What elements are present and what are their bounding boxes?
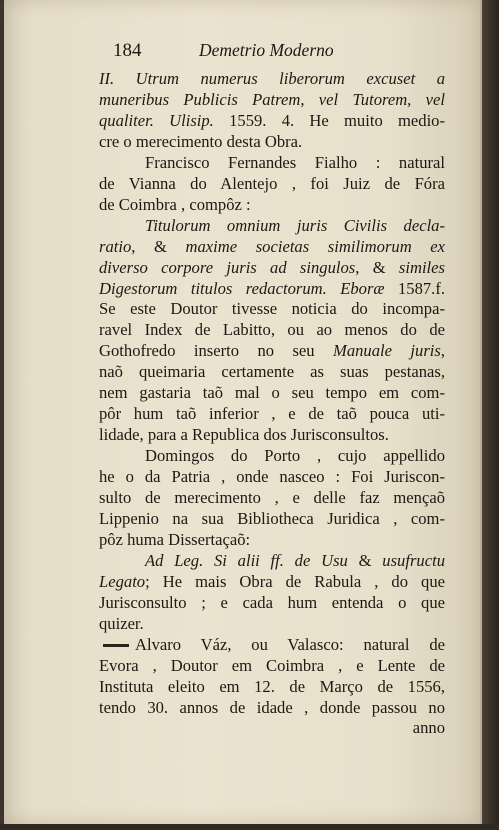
text-span: de Vianna do Alentejo , foi Juiz de Fóra	[99, 173, 445, 193]
page-edge	[482, 0, 499, 830]
text-span: de Coimbra , compôz :	[99, 194, 251, 214]
page-number: 184	[113, 40, 142, 61]
text-line	[99, 339, 445, 362]
text-line	[99, 88, 445, 111]
text-span: Gothofredo inserto no seu	[99, 341, 334, 361]
text-line	[145, 444, 445, 467]
text-line	[99, 297, 445, 320]
text-line	[99, 465, 445, 488]
text-span: sulto de merecimento , e delle faz mençaõ	[99, 488, 445, 507]
text-span: ravel Index de Labitto, ou ao menos do de	[99, 320, 445, 340]
text-line	[145, 549, 445, 572]
text-span: , &	[355, 257, 399, 277]
text-span: ,	[440, 341, 445, 361]
text-span: he o da Patria , onde nasceo : Foi Juriscon-	[99, 467, 445, 487]
text-span: 1587.f.	[384, 278, 445, 298]
text-span: Se este Doutor tivesse noticia do incompa-	[99, 299, 445, 319]
text-span: naõ queimaria certamente as suas pestanas,	[99, 362, 445, 382]
text-line	[99, 381, 445, 404]
text-line	[99, 402, 445, 425]
text-span: &	[347, 550, 383, 570]
text-line	[99, 507, 445, 530]
text-span: Titulorum omnium juris Civilis decla-	[145, 215, 445, 235]
text-span: tendo 30. annos de idade , donde passou no	[99, 697, 445, 717]
text-span: Evora , Doutor em Coimbra , e Lente de	[99, 655, 445, 675]
text-line	[99, 193, 445, 216]
text-span: lidade, para a Republica dos Jurisconsultos.	[99, 425, 389, 445]
text-span: similes	[398, 257, 445, 277]
text-span: maxime societas similimorum ex	[185, 236, 446, 256]
text-line	[99, 423, 445, 446]
text-line	[99, 256, 445, 279]
text-line	[99, 360, 445, 383]
text-span: ratio	[99, 236, 132, 256]
text-line	[99, 318, 445, 341]
text-line	[99, 277, 445, 300]
text-line	[99, 528, 445, 551]
text-line	[99, 570, 445, 593]
text-line	[99, 591, 445, 614]
text-span: Legato	[99, 571, 146, 591]
text-line	[99, 486, 445, 509]
text-span: nem gastaria taõ mal o seu tempo em com-	[99, 383, 445, 403]
text-span: Jurisconsulto ; e cada hum entenda o que	[99, 592, 445, 612]
text-line	[99, 675, 445, 698]
text-line	[99, 612, 445, 635]
text-line	[99, 696, 445, 719]
text-span: diverso corpore juris ad singulos	[99, 257, 356, 277]
text-span: usufructu	[382, 550, 445, 570]
text-span: ; He mais Obra de Rabula , do que	[145, 571, 445, 591]
text-span: quizer.	[99, 613, 144, 633]
text-span: Alvaro Váz, ou Valasco: natural de	[135, 634, 445, 654]
text-span: pôr hum taõ inferior , e de taõ pouca uti-	[99, 404, 445, 424]
text-line	[99, 235, 445, 258]
text-line	[103, 633, 445, 656]
text-line	[99, 130, 445, 153]
text-span: Ad Leg. Si alii ff. de Usu	[145, 550, 348, 570]
text-span: anno	[412, 718, 445, 738]
text-span: , &	[131, 236, 186, 256]
text-line	[99, 716, 445, 739]
text-span: Instituta eleito em 12. de Março de 1556,	[99, 676, 445, 696]
text-line	[99, 109, 445, 132]
text-span: 1559. 4. He muito medio-	[213, 110, 445, 130]
text-span: Domingos do Porto , cujo appellido	[145, 446, 445, 466]
text-span: Francisco Fernandes Fialho : natural	[145, 152, 445, 172]
running-title: Demetrio Moderno	[199, 40, 334, 60]
text-line	[99, 172, 445, 195]
text-span: cre o merecimento desta Obra.	[99, 131, 303, 151]
text-line	[99, 67, 445, 90]
text-line	[145, 151, 445, 174]
text-span: muneribus Publicis Patrem, vel Tutorem, vel	[99, 89, 445, 109]
dash-rule	[103, 644, 129, 647]
text-span: pôz huma Dissertaçaõ:	[99, 529, 251, 549]
text-span: qualiter. Ulisip.	[99, 110, 214, 130]
text-span: Digestorum titulos redactorum. Eboræ	[99, 278, 385, 298]
text-line	[145, 214, 445, 237]
text-span: Manuale juris	[333, 341, 441, 361]
text-span: II. Utrum numerus liberorum excuset a	[99, 69, 445, 88]
text-line	[99, 654, 445, 677]
page-bottom-edge	[0, 824, 499, 830]
text-span: Lippenio na sua Bibliotheca Juridica , com-	[99, 508, 445, 528]
